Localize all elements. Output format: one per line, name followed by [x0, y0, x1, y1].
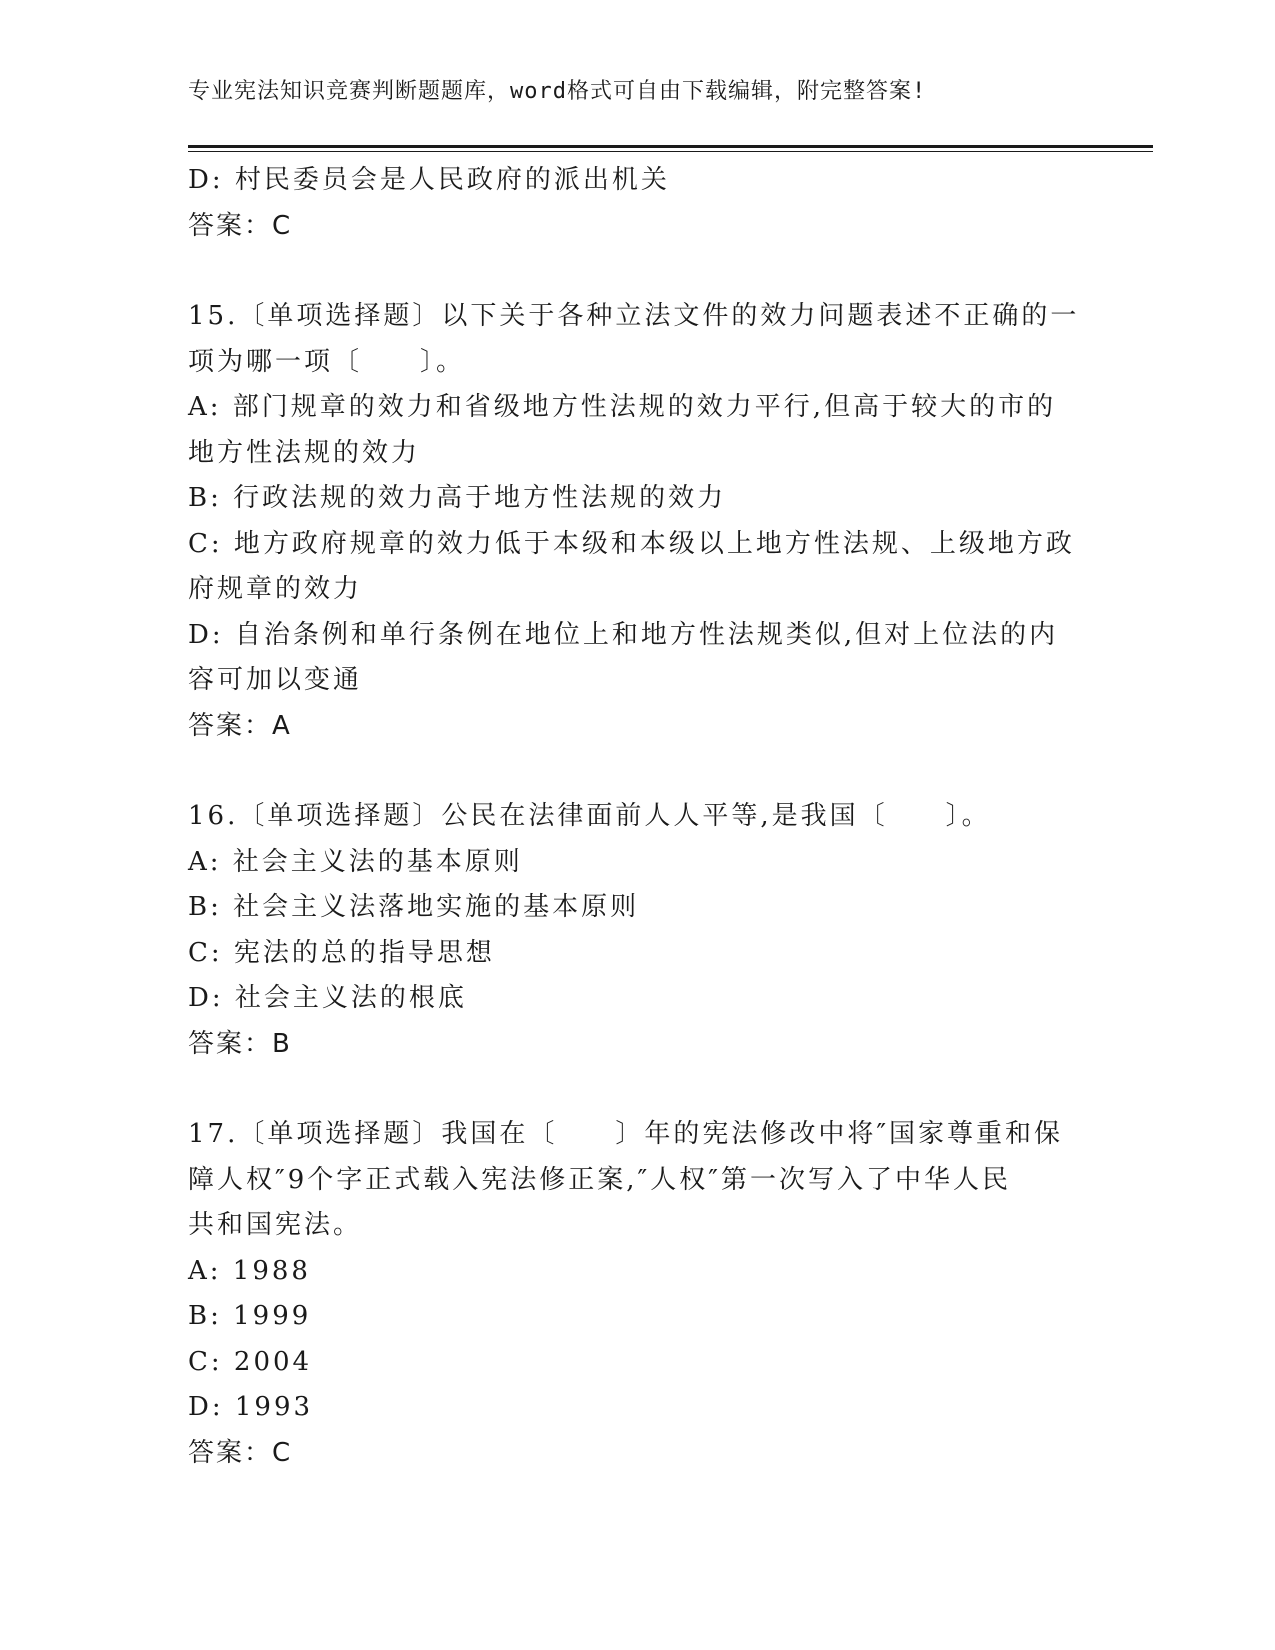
option-c: C: 宪法的总的指导思想 — [188, 937, 495, 968]
answer: 答案：B — [188, 1028, 292, 1059]
page-header: 专业宪法知识竞赛判断题题库，word格式可自由下载编辑，附完整答案! — [188, 79, 927, 104]
question-stem-continued: 项为哪一项〔 〕。 — [188, 346, 466, 377]
option-b: B: 社会主义法落地实施的基本原则 — [188, 892, 640, 922]
header-rule-thin — [188, 151, 1153, 152]
option-d: D: 村民委员会是人民政府的派出机关 — [188, 165, 670, 195]
option-c-continued: 府规章的效力 — [188, 574, 363, 604]
option-d: D: 1993 — [188, 1392, 314, 1422]
previous-question-tail — [188, 158, 1088, 249]
option-b: B: 行政法规的效力高于地方性法规的效力 — [188, 483, 727, 513]
option-a-continued: 地方性法规的效力 — [188, 437, 421, 468]
option-a: A: 社会主义法的基本原则 — [188, 846, 523, 877]
answer: 答案：C — [188, 1437, 293, 1468]
option-c: C: 地方政府规章的效力低于本级和本级以上地方性法规、上级地方政 — [188, 528, 1075, 559]
option-d: D: 社会主义法的根底 — [188, 983, 467, 1013]
option-b: B: 1999 — [188, 1301, 312, 1331]
option-c: C: 2004 — [188, 1346, 313, 1377]
answer: 答案：C — [188, 210, 293, 241]
question-17 — [188, 1112, 1088, 1476]
option-d: D: 自治条例和单行条例在地位上和地方性法规类似,但对上位法的内 — [188, 619, 1059, 650]
question-stem-continued: 共和国宪法。 — [188, 1210, 363, 1240]
option-a: A: 部门规章的效力和省级地方性法规的效力平行,但高于较大的市的 — [188, 392, 1057, 422]
option-a: A: 1988 — [188, 1255, 311, 1286]
option-d-continued: 容可加以变通 — [188, 665, 363, 695]
answer: 答案：A — [188, 710, 292, 741]
question-content — [188, 158, 1088, 1476]
question-stem-continued: 障人权″9个字正式载入宪法修正案,″人权″第一次写入了中华人民 — [188, 1164, 1011, 1195]
header-rule-thick — [188, 145, 1153, 148]
question-15 — [188, 294, 1088, 749]
question-stem: 15.〔单项选择题〕以下关于各种立法文件的效力问题表述不正确的一 — [188, 301, 1080, 331]
question-stem: 17.〔单项选择题〕我国在〔 〕年的宪法修改中将″国家尊重和保 — [188, 1119, 1064, 1149]
question-stem: 16.〔单项选择题〕公民在法律面前人人平等,是我国〔 〕。 — [188, 801, 991, 831]
question-16 — [188, 794, 1088, 1067]
